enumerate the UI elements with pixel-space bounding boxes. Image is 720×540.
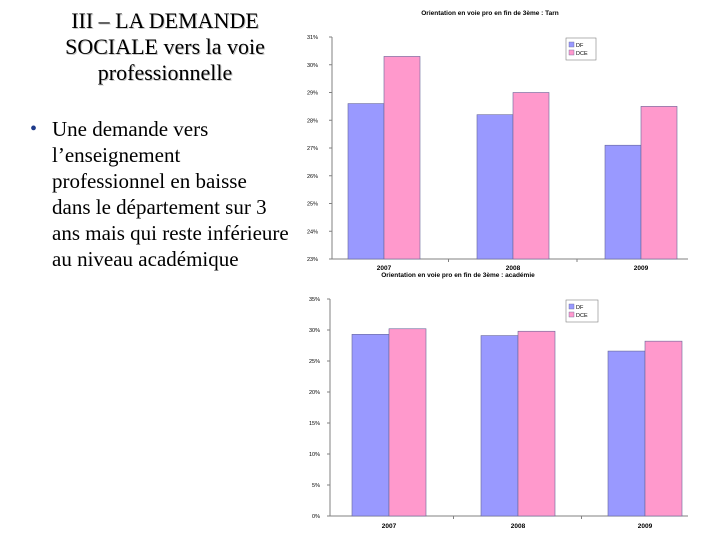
y-tick-label: 5%: [312, 483, 320, 489]
chart-academie: [290, 268, 720, 540]
bar-dce-2009: [645, 341, 682, 516]
y-tick-label: 27%: [306, 146, 318, 152]
y-tick-label: 10%: [308, 452, 320, 458]
bar-df-2009: [608, 351, 645, 516]
chart-legend: [566, 300, 598, 322]
x-category-label: 2009: [633, 265, 649, 272]
x-category-label: 2007: [376, 265, 392, 272]
x-category-label: 2007: [381, 523, 397, 530]
bullet-dot-icon: •: [30, 118, 38, 140]
chart-title: Orientation en voie pro en fin de 3ème : Tarn: [421, 10, 559, 17]
chart-title: Orientation en voie pro en fin de 3ème : académie: [381, 272, 535, 279]
y-tick-label: 24%: [306, 229, 318, 236]
bar-dce-2008: [518, 331, 555, 516]
y-tick-label: 20%: [308, 390, 320, 396]
chart-legend: [566, 38, 596, 60]
legend-label-dce: DCE: [576, 51, 588, 57]
y-tick-label: 26%: [306, 173, 318, 180]
y-tick-label: 28%: [306, 118, 318, 125]
bar-dce-2007: [389, 329, 426, 516]
y-tick-label: 30%: [306, 62, 318, 69]
bar-df-2008: [481, 336, 518, 516]
x-category-label: 2008: [505, 265, 521, 272]
y-tick-label: 25%: [306, 201, 318, 208]
bar-df-2008: [477, 115, 513, 259]
y-tick-label: 29%: [306, 90, 318, 97]
bullet-item: [30, 116, 290, 272]
bar-df-2009: [605, 145, 641, 259]
y-tick-label: 31%: [306, 35, 318, 41]
y-tick-label: 23%: [306, 257, 318, 263]
y-tick-label: 0%: [312, 514, 320, 520]
legend-swatch-dce: [569, 50, 574, 55]
slide-title: III – LA DEMANDE SOCIALE vers la voie professionnelle: [65, 8, 265, 85]
y-tick-label: 25%: [308, 359, 320, 365]
legend-swatch-dce: [569, 312, 574, 317]
y-tick-label: 30%: [308, 328, 320, 334]
chart-tarn: [290, 0, 720, 275]
y-tick-label: 35%: [308, 297, 320, 303]
legend-label-df: DF: [576, 305, 584, 311]
bar-dce-2009: [641, 106, 677, 259]
bar-df-2007: [348, 104, 384, 259]
legend-label-df: DF: [576, 43, 584, 49]
bar-dce-2007: [384, 56, 420, 259]
legend-swatch-df: [569, 42, 574, 47]
bullet-text: Une demande vers l’enseignement professionnel en baisse dans le département sur 3 ans mais qui reste inférieure au niveau académique: [52, 117, 289, 271]
legend-label-dce: DCE: [576, 313, 588, 319]
y-tick-label: 15%: [308, 421, 320, 427]
bar-df-2007: [352, 334, 389, 516]
legend-swatch-df: [569, 304, 574, 309]
x-category-label: 2009: [637, 523, 653, 530]
bar-dce-2008: [513, 93, 549, 260]
x-category-label: 2008: [510, 523, 526, 530]
